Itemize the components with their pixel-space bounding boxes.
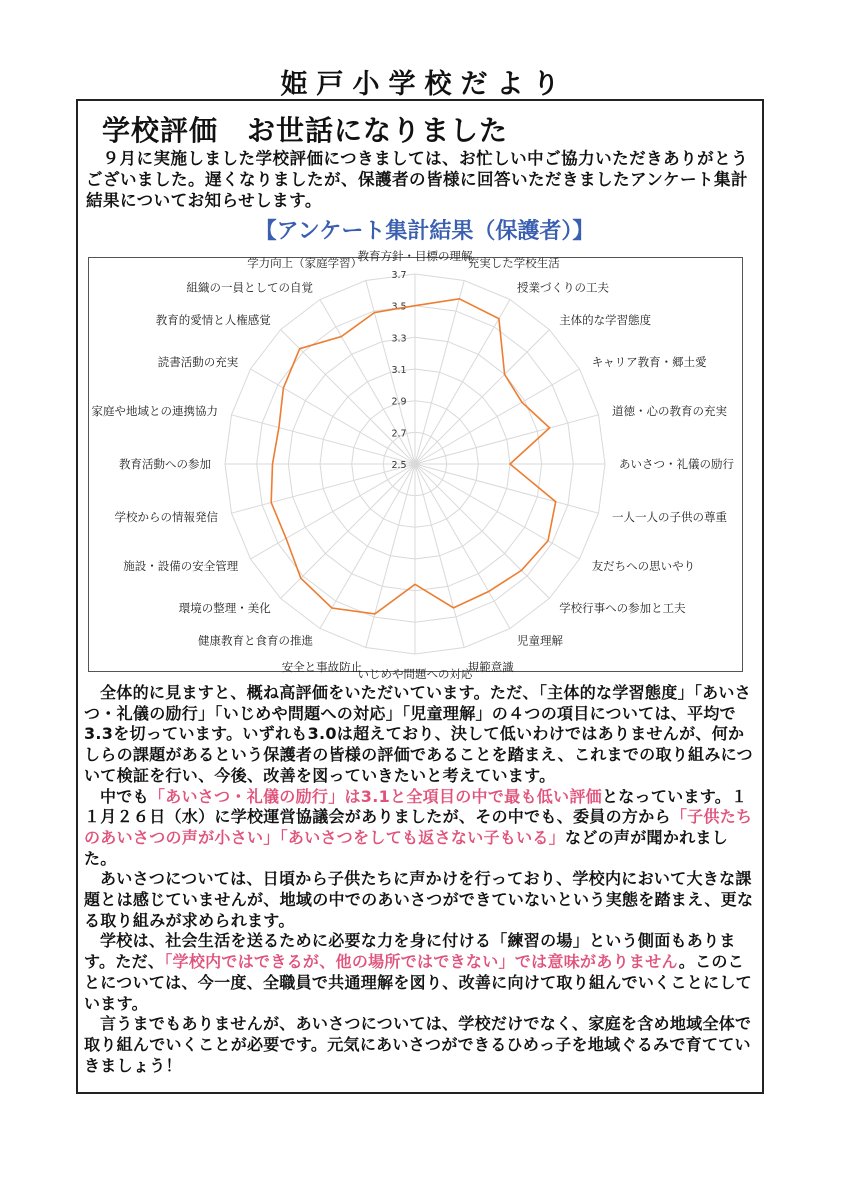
category-label: 授業づくりの工夫: [517, 280, 609, 295]
p4-highlight: 「学校内ではできるが、他の場所ではできない」では意味がありません: [164, 952, 679, 972]
category-label: 読書活動の充実: [157, 355, 239, 369]
body-paragraph-4: [84, 931, 756, 1014]
category-label: 一人一人の子供の尊重: [612, 509, 727, 524]
body-text: [84, 683, 756, 1076]
grid-spoke: [320, 300, 415, 465]
category-label: 教育方針・目標の理解: [357, 249, 473, 263]
p2-text-b: となっています。１１月２６日（水）に学校運営協議会がありましたが、その中でも、委員の方から: [84, 786, 748, 827]
tick-label: 2.9: [391, 396, 407, 408]
grid-spoke: [415, 464, 580, 559]
survey-result-title: 【アンケート集計結果（保護者）】: [254, 219, 595, 244]
body-paragraph-1: 全体的に見ますと、概ね高評価をいただいています。ただ、「主体的な学習態度」「あいさつ・礼儀の励行」「いじめや問題への対応」「児童理解」の４つの項目については、平均で3.3を切っています。いずれも3.0は超えており、決して低いわけではありませんが、何かしらの課題があるという保護者の皆様の評価であることを踏まえ、これまでの取り組みについて検証を行い、今後、改善を図っていきたいと考えています。: [84, 683, 753, 785]
category-label: 学校からの情報発信: [114, 509, 218, 524]
category-label: 学力向上（家庭学習）: [247, 256, 363, 270]
body-paragraph-2: [84, 787, 756, 870]
grid-spoke: [415, 369, 580, 464]
p2-highlight-2: 「子供たちのあいさつの声が小さい」「あいさつをしても返さない子もいる」: [84, 807, 753, 847]
grid-spoke: [415, 464, 599, 513]
grid-spoke: [415, 415, 599, 464]
category-label: 安全と事故防止: [281, 660, 363, 674]
tick-label: 3.3: [391, 333, 407, 345]
p2-text-a: 中でも: [100, 786, 149, 806]
grid-spoke: [415, 300, 510, 465]
intro-paragraph: [86, 148, 756, 211]
grid-spoke: [320, 464, 415, 629]
p2-highlight-1: 「あいさつ・礼儀の励行」は3.1と全項目の中で最も低い評価: [148, 786, 602, 806]
grid-spoke: [366, 464, 415, 648]
category-label: キャリア教育・郷土愛: [591, 355, 707, 369]
grid-spoke: [415, 330, 549, 464]
radar-chart-box: [88, 249, 743, 681]
grid-spoke: [415, 464, 464, 648]
category-label: 教育的愛情と人権感覚: [155, 312, 271, 327]
category-label: いじめや問題への対応: [357, 667, 473, 681]
category-label: 施設・設備の安全管理: [123, 559, 239, 573]
category-label: 道徳・心の教育の充実: [612, 404, 727, 419]
radar-chart: [89, 249, 744, 681]
grid-spoke: [232, 464, 416, 513]
tick-label: 2.5: [391, 460, 407, 471]
intro-text: ９月に実施しました学校評価につきましては、お忙しい中ご協力いただきありがとうございました。遅くなりましたが、保護者の皆様に回答いただきましたアンケート集計結果についてお知らせします。: [86, 149, 749, 210]
tick-label: 3.7: [391, 270, 407, 281]
category-label: 主体的な学習態度: [559, 312, 652, 327]
category-label: 学校行事への参加と工夫: [559, 601, 686, 616]
category-label: 健康教育と食育の推進: [198, 633, 313, 648]
p2-text-c: などの声が聞かれました。: [84, 827, 729, 868]
tick-label: 3.1: [391, 365, 407, 376]
category-label: 教育活動への参加: [119, 457, 211, 471]
tick-label: 3.5: [391, 301, 407, 313]
category-label: 家庭や地域との連携協力: [91, 404, 218, 419]
body-paragraph-5: 言うまでもありませんが、あいさつについては、学校だけでなく、家庭を含め地域全体で取り組んでいくことが必要です。元気にあいさつができるひめっ子を地域ぐるみで育てていきましょう！: [84, 1014, 752, 1075]
grid-spoke: [232, 415, 416, 464]
category-label: 児童理解: [517, 633, 563, 648]
article-heading: 学校評価 お世話になりました: [102, 114, 509, 147]
body-paragraph-3: あいさつについては、日頃から子供たちに声かけを行っており、学校内において大きな課題とは感じていませんが、地域の中でのあいさつができていないという実態を踏まえ、更なる取り組みが求められます。: [84, 869, 754, 930]
category-label: 充実した学校生活: [467, 256, 560, 270]
grid-spoke: [366, 281, 415, 465]
grid-spoke: [415, 281, 464, 465]
p4-text-b: 。このことについては、今一度、全職員で共通理解を図り、改善に向けて取り組んでいくことにしています。: [84, 952, 752, 1013]
category-label: 規範意識: [467, 660, 514, 674]
p4-text-a: 学校は、社会生活を送るために必要な力を身に付ける「練習の場」という側面もあります。ただ、: [84, 931, 736, 972]
category-label: 環境の整理・美化: [178, 601, 271, 616]
category-label: あいさつ・礼儀の励行: [619, 457, 734, 471]
category-label: 組織の一員としての自覚: [186, 280, 313, 295]
tick-label: 2.7: [391, 428, 407, 440]
category-label: 友だちへの思いやり: [591, 559, 696, 573]
page-title: 姫戸小学校だより: [280, 69, 569, 100]
grid-spoke: [415, 464, 549, 598]
